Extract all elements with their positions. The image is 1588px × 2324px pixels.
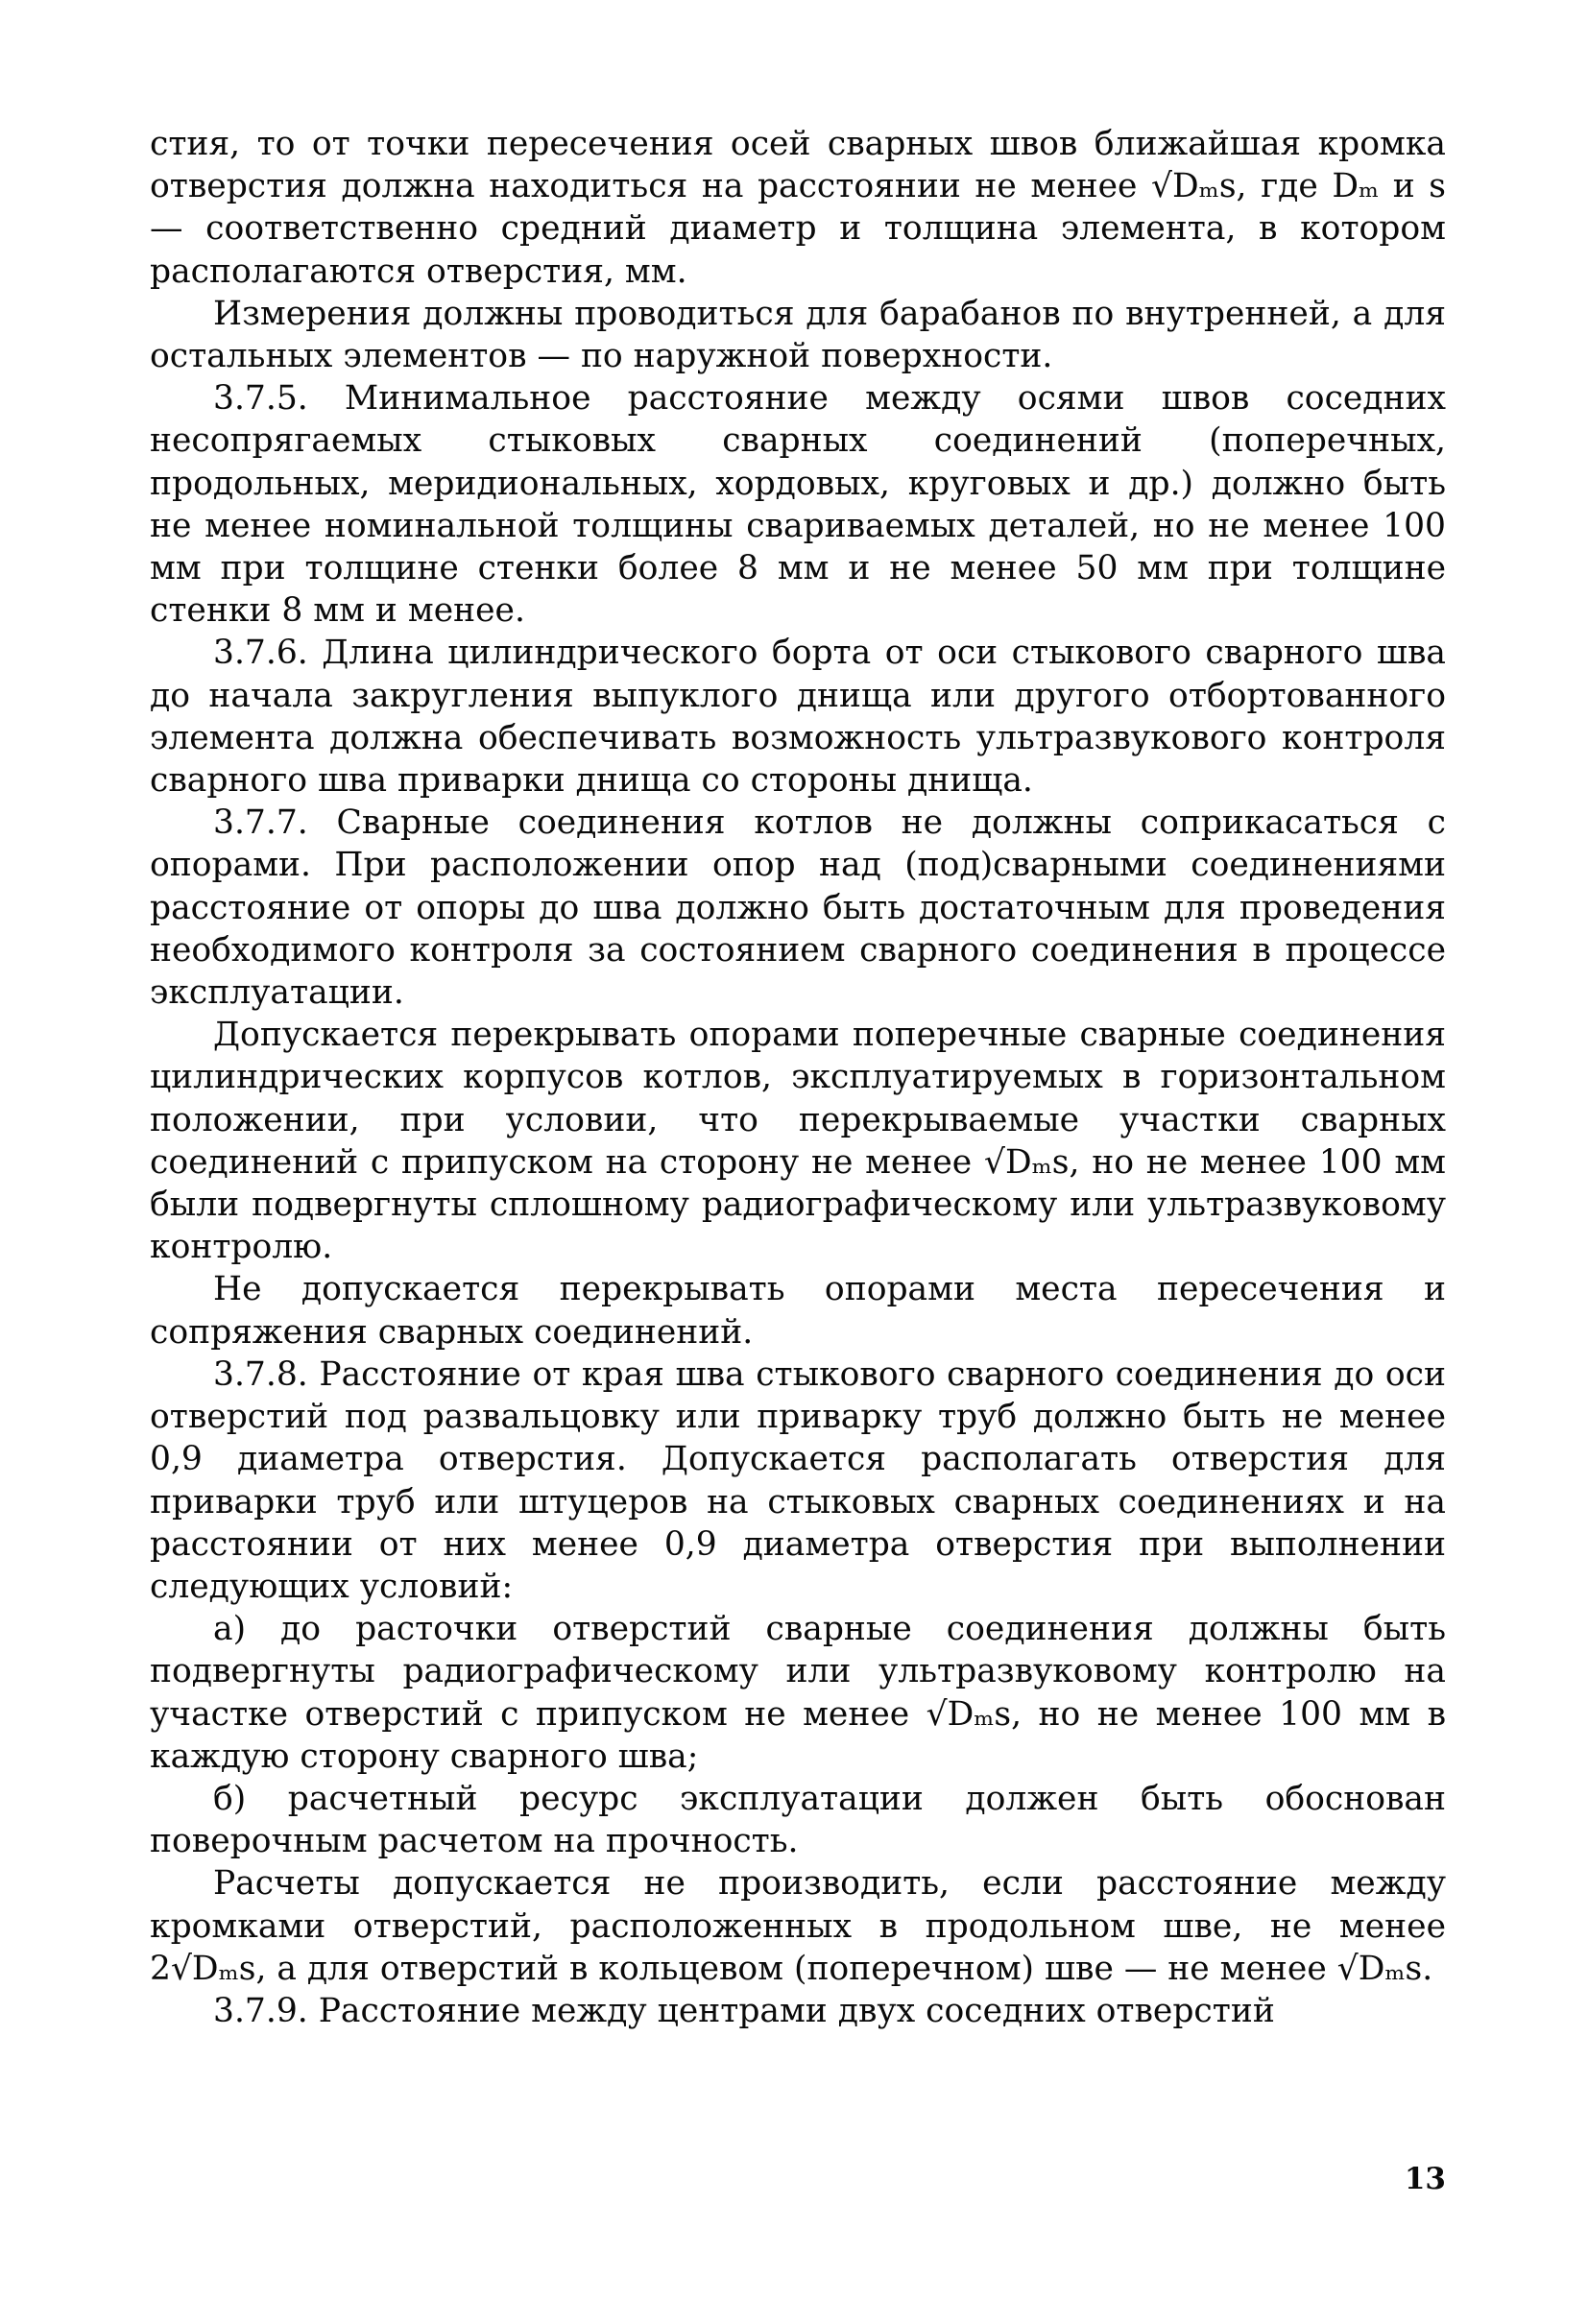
page-number: 13 [1404,2162,1446,2196]
paragraph-supports-overlap: Допускается перекрывать опорами поперечные сварные соединения цилиндрических корпусов котлов, эксплуатируемых в горизонтальном положении, при условии, что перекрываемые участки сварных соединений с припуском на сторону не менее √Dₘs, но не менее 100 мм были подвергнуты сплошному радиографическому или ультразвуковому контролю. [150,1016,1446,1267]
paragraph-calculations: Расчеты допускается не производить, если расстояние между кромками отверстий, расположенных в продольном шве, не менее 2√Dₘs, а для отверстий в кольцевом (поперечном) шве — не менее √Dₘs. [150,1864,1446,1988]
document-page [150,123,1446,2032]
paragraph-condition-a: а) до расточки отверстий сварные соединения должны быть подвергнуты радиографическому или ультразвуковому контролю на участке отверстий с припуском не менее √Dₘs, но не менее 100 мм в каждую сторону сварного шва; [150,1610,1446,1776]
paragraph-2: Измерения должны проводиться для барабанов по внутренней, а для остальных элементов — по наружной поверхности. [150,294,1446,376]
paragraph-3-7-5: 3.7.5. Минимальное расстояние между осями швов соседних несопрягаемых стыковых сварных соединений (поперечных, продольных, меридиональных, хордовых, круговых и др.) должно быть не менее номинальной толщины свариваемых деталей, но не менее 100 мм при толщине стенки более 8 мм и не менее 50 мм при толщине стенки 8 мм и менее. [150,379,1446,631]
paragraph-3-7-8: 3.7.8. Расстояние от края шва стыкового сварного соединения до оси отверстий под развальцовку или приварку труб должно быть не менее 0,9 диаметра отверстия. Допускается располагать отверстия для приварки труб или штуцеров на стыковых сварных соединениях и на расстоянии от них менее 0,9 диаметра отверстия при выполнении следующих условий: [150,1354,1446,1606]
paragraph-1: стия, то от точки пересечения осей сварных швов ближайшая кромка отверстия должна находиться на расстоянии не менее √Dₘs, где Dₘ и s — соответственно средний диаметр и толщина элемента, в котором располагаются отверстия, мм. [150,125,1446,291]
paragraph-3-7-7: 3.7.7. Сварные соединения котлов не должны соприкасаться с опорами. При расположении опор над (под)сварными соединениями расстояние от опоры до шва должно быть достаточным для проведения необходимого контроля за состоянием сварного соединения в процессе эксплуатации. [150,803,1446,1013]
paragraph-3-7-6: 3.7.6. Длина цилиндрического борта от оси стыкового сварного шва до начала закругления выпуклого днища или другого отбортованного элемента должна обеспечивать возможность ультразвукового контроля сварного шва приварки днища со стороны днища. [150,634,1446,801]
paragraph-supports-prohibited: Не допускается перекрывать опорами места пересечения и сопряжения сварных соединений. [150,1270,1446,1352]
paragraph-3-7-9: 3.7.9. Расстояние между центрами двух соседних отверстий [213,1991,1275,2030]
paragraph-condition-b: б) расчетный ресурс эксплуатации должен быть обоснован поверочным расчетом на прочность. [150,1779,1446,1861]
